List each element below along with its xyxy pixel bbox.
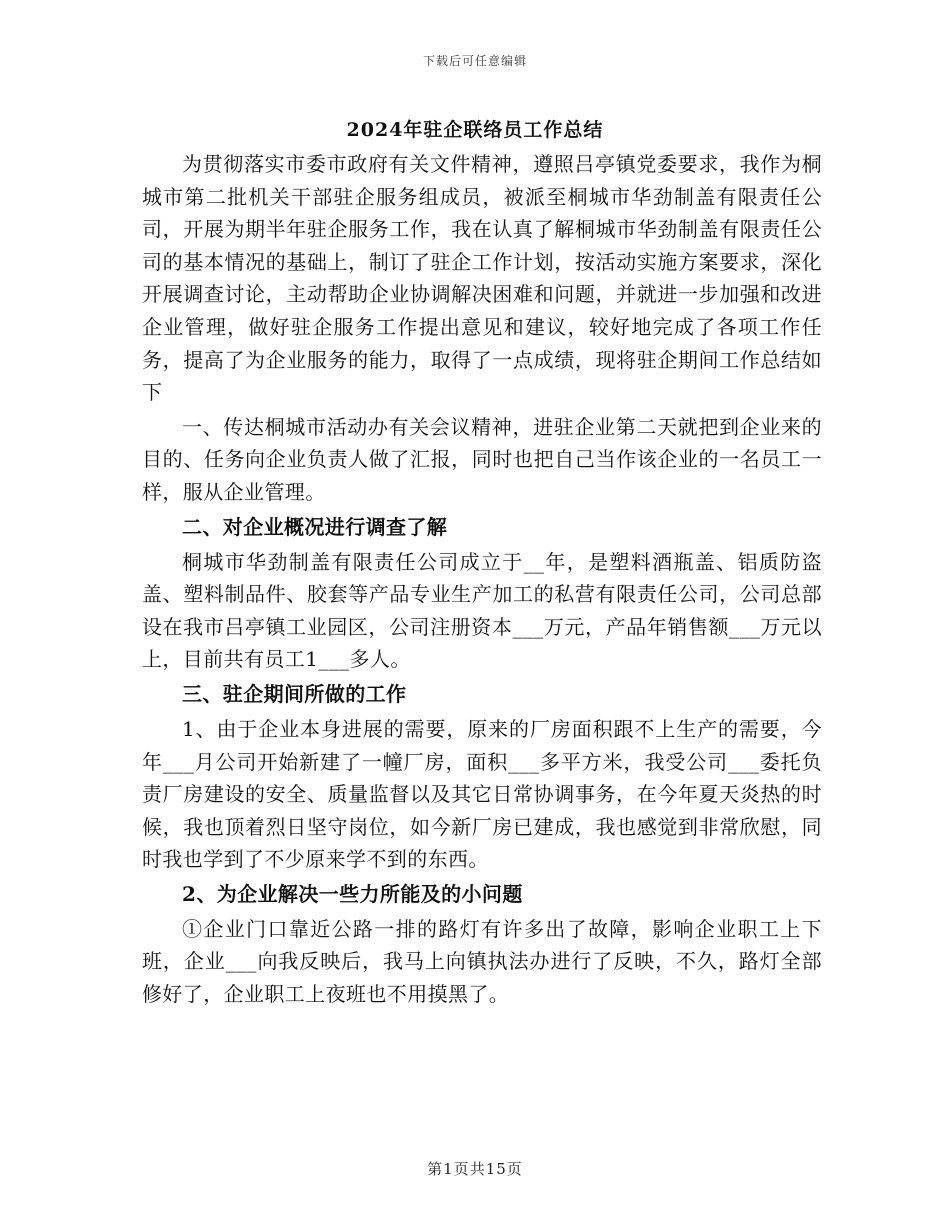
paragraph-company-overview: 桐城市华劲制盖有限责任公司成立于__年，是塑料酒瓶盖、铝质防盗盖、塑料制品件、胶套等产品专业生产加工的私营有限责任公司，公司总部设在我市吕亭镇工业园区，公司注册资本___万元，产品年销售额___万元以上，目前共有员工1___多人。 [142,549,822,672]
page-indicator: 第1页共15页 [427,1160,523,1178]
page-header-note: 下载后可任意编辑 [422,54,527,68]
paragraph-intro: 为贯彻落实市委市政府有关文件精神，遵照吕亭镇党委要求，我作为桐城市第二批机关干部驻企服务组成员，被派至桐城市华劲制盖有限责任公司，开展为期半年驻企服务工作，我在认真了解桐城市华劲制盖有限责任公司的基本情况的基础上，制订了驻企工作计划，按活动实施方案要求，深化开展调查讨论，主动帮助企业协调解决困难和问题，并就进一步加强和改进企业管理，做好驻企服务工作提出意见和建议，较好地完成了各项工作任务，提高了为企业服务的能力，取得了一点成绩，现将驻企期间工作总结如下 [142,152,822,405]
heading-section-3: 三、驻企期间所做的工作 [182,681,407,706]
heading-section-2: 二、对企业概况进行调查了解 [182,514,448,539]
heading-work-item-2: 2、为企业解决一些力所能及的小问题 [182,881,523,906]
paragraph-streetlight-issue: ①企业门口靠近公路一排的路灯有许多出了故障，影响企业职工上下班，企业___向我反映后，我马上向镇执法办进行了反映，不久，路灯全部修好了，企业职工上夜班也不用摸黑了。 [142,916,822,1007]
document-title: 2024年驻企联络员工作总结 [346,119,604,141]
document-body [142,148,822,1011]
paragraph-section-1: 一、传达桐城市活动办有关会议精神，进驻企业第二天就把到企业来的目的、任务向企业负责人做了汇报，同时也把自己当作该企业的一名员工一样，服从企业管理。 [142,414,822,504]
paragraph-work-item-1: 1、由于企业本身进展的需要，原来的厂房面积跟不上生产的需要，今年___月公司开始新建了一幢厂房，面积___多平方米，我受公司___委托负责厂房建设的安全、质量监督以及其它日常协调事务，在今年夏天炎热的时候，我也顶着烈日坚守岗位，如今新厂房已建成，我也感觉到非常欣慰，同时我也学到了不少原来学不到的东西。 [142,716,822,872]
